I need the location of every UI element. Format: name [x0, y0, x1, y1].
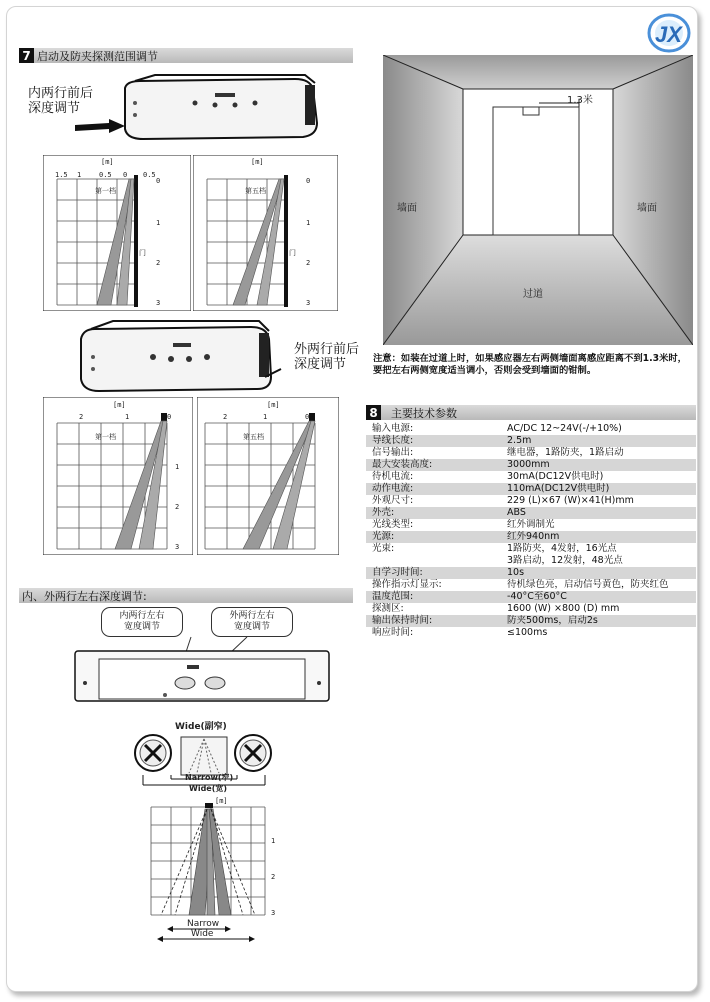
x-tick: 2 — [223, 413, 228, 421]
spec-value: 2.5m — [507, 435, 532, 446]
y-tick: 2 — [175, 503, 180, 511]
spec-row — [366, 471, 696, 483]
unit-label: [m] — [215, 797, 228, 805]
spec-row — [366, 627, 696, 639]
spec-row — [366, 579, 696, 591]
logo-text: JX — [655, 22, 682, 47]
spec-key: 光束: — [372, 543, 395, 554]
spec-value: 10s — [507, 567, 525, 578]
y-tick: 1 — [306, 219, 311, 227]
y-tick: 1 — [175, 463, 180, 471]
spec-row — [366, 519, 696, 531]
wide-mid-label: Wide(宽) — [189, 784, 228, 793]
spec-value: ≤100ms — [507, 627, 548, 638]
spec-key: 待机电流: — [372, 471, 414, 482]
narrow-mid-label: Narrow(窄) — [185, 773, 234, 782]
spec-row — [366, 543, 696, 566]
spec-key: 操作指示灯显示: — [372, 579, 442, 590]
corridor-distance-label: 1.3米 — [567, 95, 593, 106]
spec-value: 30mA(DC12V供电时) — [507, 471, 604, 482]
spec-row — [366, 591, 696, 603]
spec-key: 输入电源: — [372, 423, 414, 434]
installation-note: 注意：如装在过道上时，如果感应器左右两侧墙面离感应距离不到1.3米时，要把左右两侧宽度适当调小，否则会受到墙面的钳制。 — [373, 353, 687, 376]
gear-label: 第五档 — [245, 187, 266, 195]
unit-label: [m] — [101, 158, 114, 166]
detection-grid-outer-gear1 — [43, 397, 193, 555]
y-tick: 3 — [175, 543, 180, 551]
y-tick: 3 — [156, 299, 161, 307]
detection-grid-outer-gear5 — [197, 397, 339, 555]
section-number: 7 — [19, 48, 34, 63]
spec-value: ABS — [507, 507, 526, 518]
x-tick: 1 — [77, 171, 82, 179]
bubble-line: 宽度调节 — [233, 622, 270, 632]
section-title: 内、外两行左右深度调节: — [22, 589, 147, 603]
spec-value: 1路防夹，4发射，16光点 — [507, 543, 617, 554]
spec-value: 229 (L)×67 (W)×41(H)mm — [507, 495, 634, 506]
spec-key: 光源: — [372, 531, 395, 542]
brand-logo — [647, 11, 691, 55]
spec-key: 光线类型: — [372, 519, 414, 530]
section-title: 启动及防夹探测范围调节 — [37, 49, 158, 63]
spec-row — [366, 615, 696, 627]
spec-row — [366, 531, 696, 543]
x-tick: 0 — [305, 413, 310, 421]
narrow-bottom-label: Narrow — [187, 919, 220, 929]
sensor-front-view — [69, 633, 335, 705]
spec-value: 1600 (W) ×800 (D) mm — [507, 603, 620, 614]
gear-label: 第一档 — [95, 433, 116, 441]
y-tick: 2 — [156, 259, 161, 267]
outer-depth-label-line2: 深度调节 — [294, 357, 347, 372]
y-tick: 0 — [306, 177, 311, 185]
spec-row — [366, 435, 696, 447]
spec-value-multi — [507, 543, 696, 566]
section-8-header — [366, 405, 696, 420]
wall-left-label: 墙面 — [397, 203, 417, 214]
door-label: 门 — [139, 249, 146, 257]
spec-key: 自学习时间: — [372, 567, 423, 578]
inner-depth-label-line1: 内两行前后 — [28, 86, 94, 101]
x-tick: 0 — [123, 171, 128, 179]
spec-key: 导线长度: — [372, 435, 414, 446]
spec-key: 输出保持时间: — [372, 615, 433, 626]
unit-label: [m] — [251, 158, 264, 166]
spec-value: 110mA(DC12V供电时) — [507, 483, 610, 494]
spec-value: AC/DC 12~24V(-/+10%) — [507, 423, 622, 434]
spec-row — [366, 495, 696, 507]
detection-grid-inner-gear5 — [193, 155, 338, 311]
y-tick: 3 — [306, 299, 311, 307]
spec-row — [366, 483, 696, 495]
spec-value: 红外调制光 — [507, 519, 555, 530]
spec-key: 外观尺寸: — [372, 495, 414, 506]
spec-value: 红外940nm — [507, 531, 560, 542]
width-detection-grid — [147, 795, 297, 919]
spec-key: 外壳: — [372, 507, 395, 518]
door-label: 门 — [289, 249, 296, 257]
spec-value: 3路启动，12发射，48光点 — [507, 554, 623, 566]
y-tick: 3 — [271, 909, 276, 917]
spec-key: 动作电流: — [372, 483, 414, 494]
spec-value: -40°C至60°C — [507, 591, 567, 602]
spec-key: 探测区: — [372, 603, 404, 614]
aisle-label: 过道 — [523, 289, 543, 300]
inner-depth-label-line2: 深度调节 — [28, 101, 81, 116]
x-tick: 0.5 — [143, 171, 156, 179]
spec-row — [366, 459, 696, 471]
spec-value: 继电器，1路防夹，1路启动 — [507, 447, 624, 458]
spec-row — [366, 603, 696, 615]
x-tick: 1.5 — [55, 171, 68, 179]
bubble-line: 内两行左右 — [119, 611, 165, 621]
unit-label: [m] — [267, 401, 280, 409]
section-7-header — [19, 48, 353, 63]
width-section-header — [19, 588, 353, 603]
detection-grid-inner-gear1 — [43, 155, 191, 311]
x-tick: 2 — [79, 413, 84, 421]
spec-key: 温度范围: — [372, 591, 414, 602]
y-tick: 2 — [306, 259, 311, 267]
y-tick: 1 — [271, 837, 276, 845]
spec-value: 3000mm — [507, 459, 550, 470]
spec-key: 信号输出: — [372, 447, 414, 458]
outer-depth-label-line1: 外两行前后 — [294, 342, 360, 357]
y-tick: 1 — [156, 219, 161, 227]
wall-right-label: 墙面 — [637, 203, 657, 214]
spec-key: 最大安装高度: — [372, 459, 433, 470]
bubble-line: 宽度调节 — [123, 622, 160, 632]
section-title: 主要技术参数 — [391, 406, 457, 420]
spec-value: 待机绿色亮，启动信号黄色，防夹红色 — [507, 579, 669, 590]
y-tick: 2 — [271, 873, 276, 881]
bubble-line: 外两行左右 — [229, 611, 275, 621]
spec-row — [366, 447, 696, 459]
x-tick: 1 — [125, 413, 130, 421]
sensor-device-side-view — [73, 319, 283, 395]
spec-row — [366, 423, 696, 435]
x-tick: 0.5 — [99, 171, 112, 179]
unit-label: [m] — [113, 401, 126, 409]
gear-label: 第五档 — [243, 433, 264, 441]
spec-row — [366, 507, 696, 519]
gear-label: 第一档 — [95, 187, 116, 195]
spec-row — [366, 567, 696, 579]
x-tick: 0 — [167, 413, 172, 421]
section-number: 8 — [366, 405, 381, 420]
wide-top-label: Wide(副窄) — [175, 722, 227, 732]
range-arrows — [157, 925, 257, 945]
wide-bottom-label: Wide — [191, 929, 214, 939]
x-tick: 1 — [263, 413, 268, 421]
page-frame — [6, 6, 698, 992]
sensor-device-top-view — [65, 73, 327, 145]
y-tick: 0 — [156, 177, 161, 185]
spec-value: 防夹500ms，启动2s — [507, 615, 598, 626]
spec-key: 响应时间: — [372, 627, 414, 638]
